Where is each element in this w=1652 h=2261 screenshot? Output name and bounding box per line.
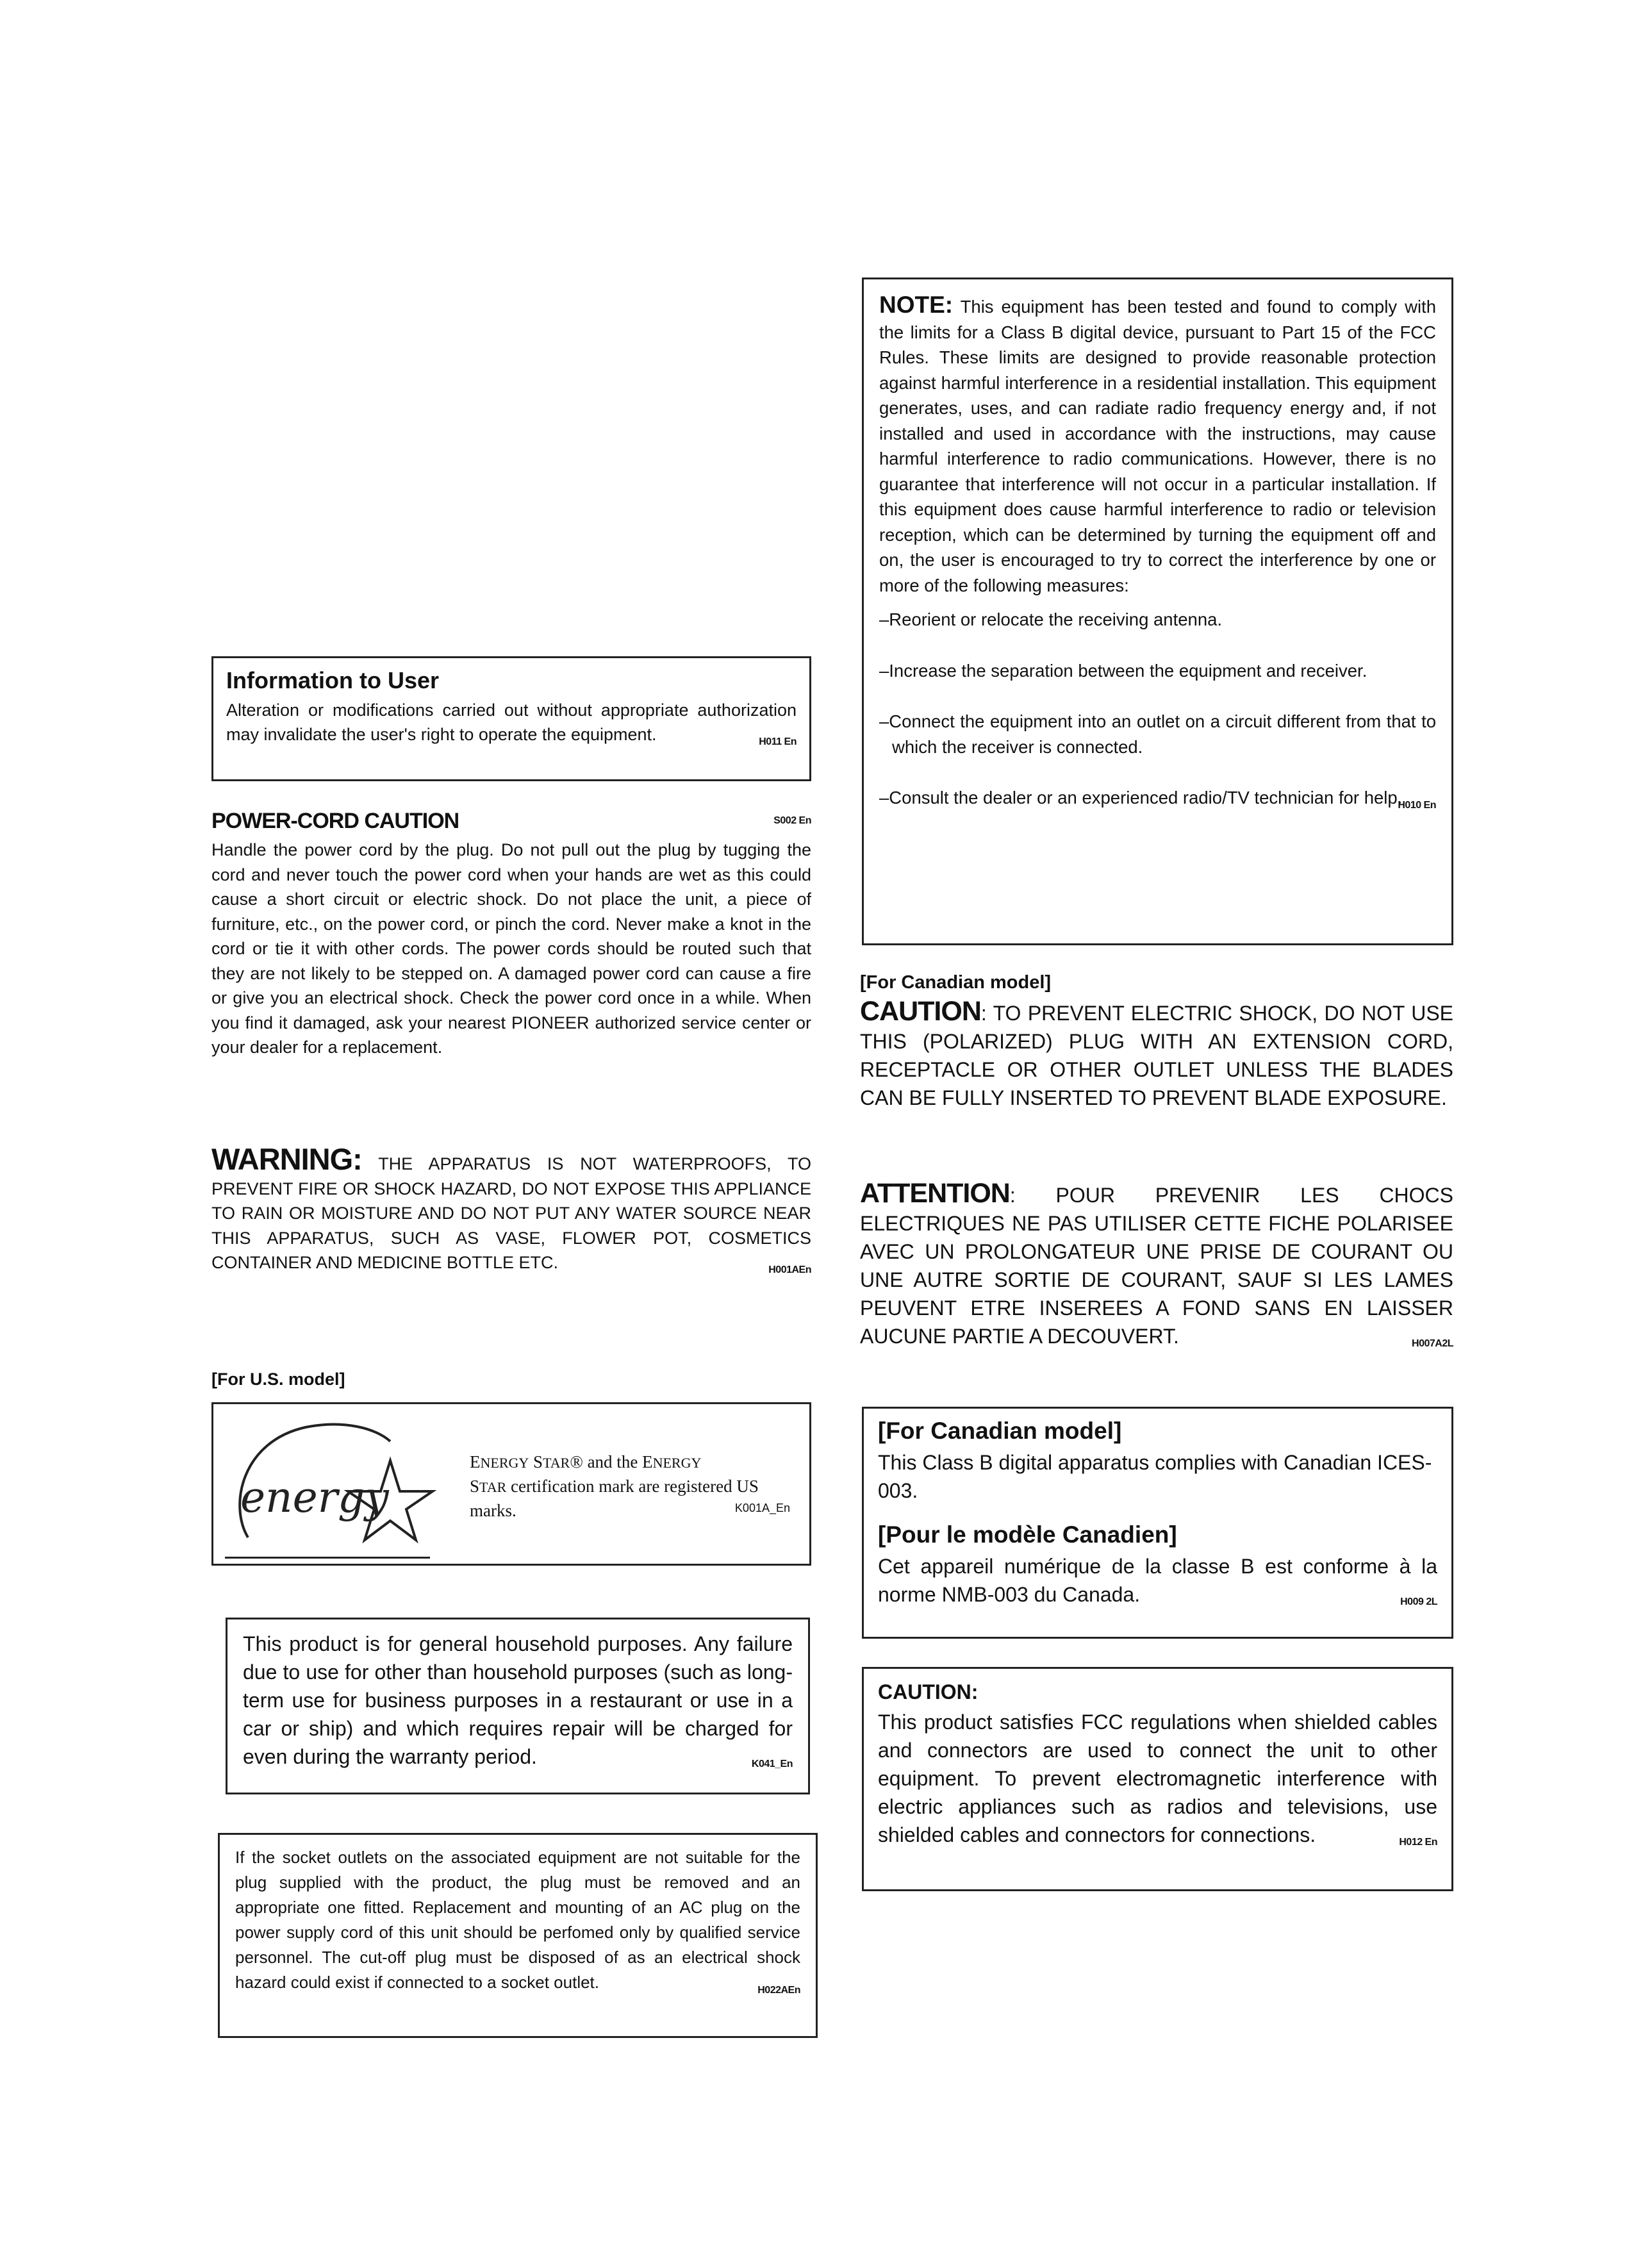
power-cord-title: POWER-CORD CAUTION [211,809,459,833]
attention-section [860,1179,1453,1358]
canadian-caution-lead: CAUTION [860,996,981,1027]
warning-section [211,1142,812,1283]
warning-code: H001AEn [768,1264,811,1275]
canadian-model-label: [For Canadian model] [860,972,1052,993]
info-code: H011 En [759,736,797,747]
canadian-caution-body: CAUTION: TO PREVENT ELECTRIC SHOCK, DO NOT USE THIS (POLARIZED) PLUG WITH AN EXTENSION CORD, RECEPTACLE OR OTHER OUTLET UNLESS THE BLADES CAN BE FULLY INSERTED TO PREVENT BLADE EXPOSURE. [860,996,1453,1109]
energy-divider [225,1557,430,1559]
power-cord-code: S002 En [773,815,811,826]
note-lead: NOTE: [879,292,954,318]
info-title: Information to User [226,667,440,693]
fcc-caution-code: H012 En [1399,1837,1437,1848]
energy-star-text: ENERGY STAR® and the ENERGY STAR certification mark are registered US marks. [470,1452,759,1520]
us-model-label: [For U.S. model] [211,1370,345,1389]
warning-body: WARNING: THE APPARATUS IS NOT WATERPROOFS, TO PREVENT FIRE OR SHOCK HAZARD, DO NOT EXPOSE THIS APPLIANCE TO RAIN OR MOISTURE AND DO NOT PUT ANY WATER SOURCE NEAR THIS APPARATUS, SUCH AS VASE, FLOWER POT, COSMETICS CONTAINER AND MEDICINE BOTTLE ETC. H001AEn [211,1147,811,1275]
power-cord-body: Handle the power cord by the plug. Do not pull out the plug by tugging the cord and never touch the power cord when your hands are wet as this could cause a short circuit or electric shock. Do not place the unit, a piece of furniture, etc., on the power cord, or pinch the cord. Never make a knot in the cord or tie it with other cords. The power cords should be routed such that they are not likely to be stepped on. A damaged power cord can cause a fire or give you an electrical shock. Check the power cord once in a while. When you find it damaged, ask your nearest PIONEER authorized service center or your dealer for a replacement. [211,840,811,1057]
ices-body-fr: Cet appareil numérique de la classe B est conforme à la norme NMB-003 du Canada. H009 2L [878,1552,1437,1609]
ices-title-fr: [Pour le modèle Canadien] [878,1521,1177,1548]
ices-body-en: This Class B digital apparatus complies with Canadian ICES-003. [878,1451,1432,1502]
note-body: NOTE: This equipment has been tested and found to comply with the limits for a Class B digital device, pursuant to Part 15 of the FCC Rules. These limits are designed to provide reasonable protection against harmful interference in a residential installation. This equipment generates, uses, and can radiate radio frequency energy and, if not installed and used in accordance with the instructions, may cause harmful interference to radio communications. However, there is no guarantee that interference will not occur in a particular installation. If this equipment does cause harmful interference to radio or television reception, which can be determined by turning the equipment off and on, the user is encouraged to try to correct the interference by one or more of the following measures: [879,292,1436,595]
energy-code: K001A_En [734,1502,790,1514]
fcc-caution-title: CAUTION: [878,1680,979,1703]
energy-star-box [211,1402,811,1566]
energy-star-logo [222,1416,453,1550]
fcc-caution-body: This product satisfies FCC regulations when shielded cables and connectors are used to connect the unit to other equipment. To prevent electromagnetic interference with electric appliances such as radios and televisions, use shielded cables and connectors for connections. H012 En [878,1708,1437,1849]
info-body: Alteration or modifications carried out without appropriate authorization may invalidate the user's right to operate the equipment. H011 En [226,698,797,747]
note-code: H010 En [1398,800,1436,811]
information-to-user-box [211,656,811,781]
energy-script: energy [240,1473,389,1522]
power-cord-caution [211,809,811,1060]
warning-lead: WARNING: [211,1142,362,1176]
note-measures-list [879,607,1436,811]
household-body: This product is for general household purposes. Any failure due to use for other than household purposes (such as long-term use for business purposes in a restaurant or use in a car or ship) and which requires repair will be charged for even during the warranty period. K041_En [243,1630,793,1771]
list-item: –Consult the dealer or an experienced radio/TV technician for help. H010 En [879,785,1436,811]
fcc-caution-box [862,1667,1453,1891]
canadian-ices-box [862,1407,1453,1639]
list-item: –Connect the equipment into an outlet on a circuit different from that to which the receiver is connected. [879,711,1436,757]
canadian-caution [860,997,1453,1112]
list-item: –Reorient or relocate the receiving antenna. [879,609,1223,629]
list-item: –Increase the separation between the equipment and receiver. [879,660,1367,681]
ices-code: H009 2L [1400,1596,1437,1607]
household-notice-box [226,1618,810,1794]
attention-body: ATTENTION: POUR PREVENIR LES CHOCS ELECTRIQUES NE PAS UTILISER CETTE FICHE POLARISEE AVEC UN PROLONGATEUR UNE PRISE DE COURANT OU UNE AUTRE SORTIE DE COURANT, SAUF SI LES LAMES PEUVENT ETRE INSEREES A FOND SANS EN LAISSER AUCUNE PARTIE A DECOUVERT. H007A2L [860,1179,1453,1350]
attention-code: H007A2L [1412,1338,1453,1349]
fcc-note-box [862,277,1453,945]
socket-code: H022AEn [757,1985,800,1996]
attention-lead: ATTENTION [860,1178,1010,1209]
socket-body: If the socket outlets on the associated equipment are not suitable for the plug supplied with the product, the plug must be removed and an appropriate one fitted. Replacement and mounting of an AC plug on the power supply cord of this unit should be perfomed only by qualified service personnel. The cut-off plug must be disposed of as an electrical shock hazard could exist if connected to a socket outlet. H022AEn [235,1845,800,1995]
household-code: K041_En [751,1759,793,1769]
socket-outlet-box [218,1833,818,2038]
ices-title-en: [For Canadian model] [878,1418,1122,1444]
